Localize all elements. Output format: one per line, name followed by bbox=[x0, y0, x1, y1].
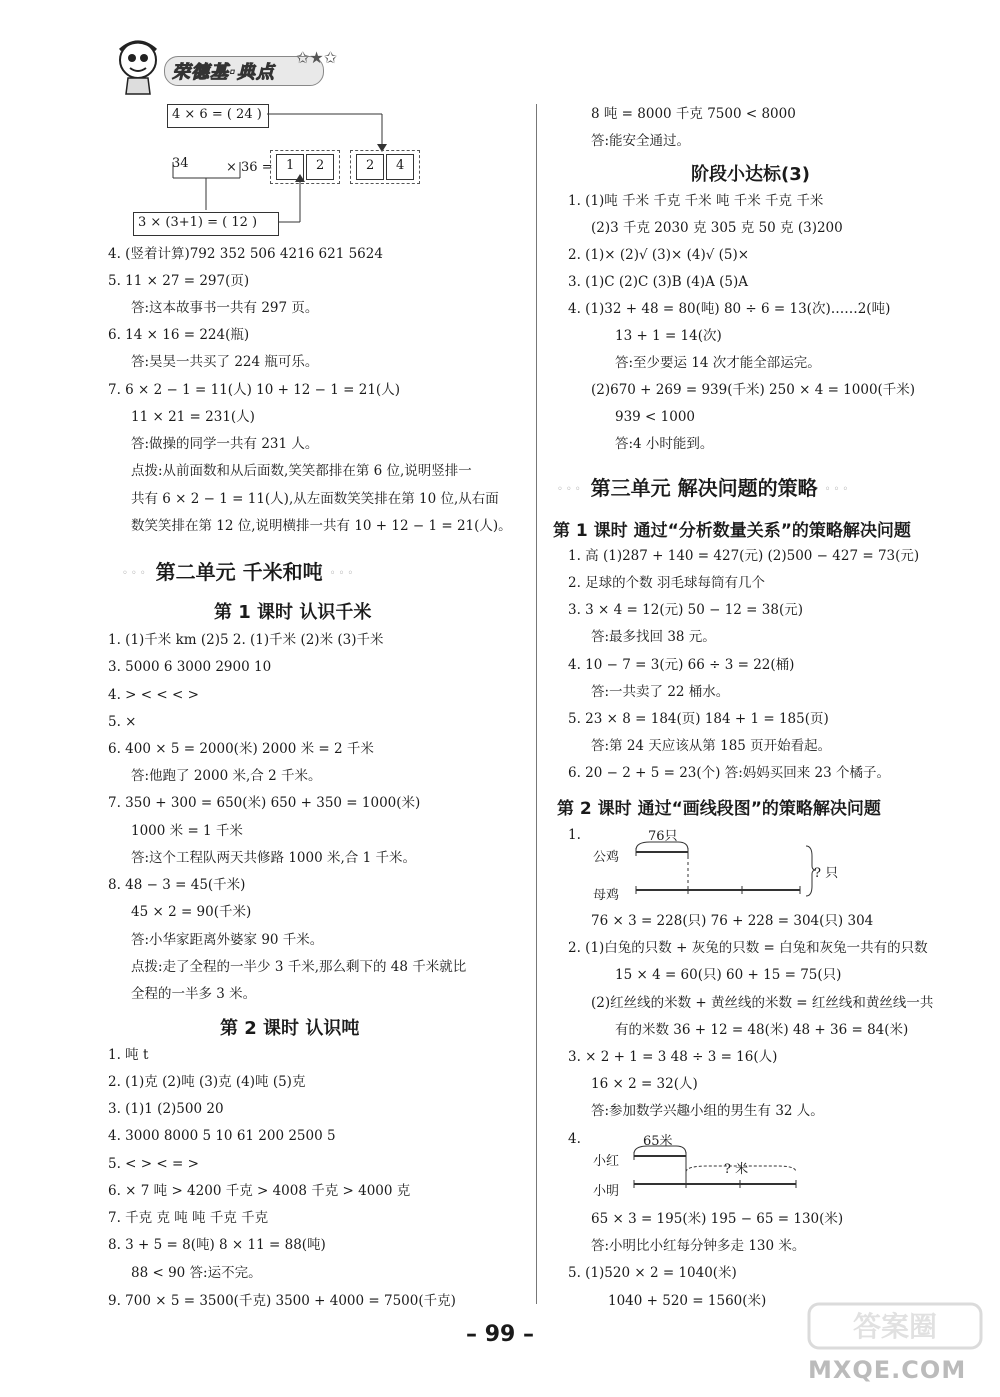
diagram-factor-b: × 36 = bbox=[226, 160, 273, 175]
answer-line: 4. 10 − 7 = 3(元) 66 ÷ 3 = 22(桶) bbox=[568, 657, 795, 673]
answer-line: (2)3 千克 2030 克 305 克 50 克 (3)200 bbox=[591, 220, 843, 236]
page-number: – 99 – bbox=[466, 1322, 534, 1347]
answer-line: (2)670 + 269 = 939(千米) 250 × 4 = 1000(千米) bbox=[591, 382, 916, 398]
answer-line: 8 吨 = 8000 千克 7500 < 8000 bbox=[591, 106, 796, 122]
tip-line: 全程的一半多 3 米。 bbox=[131, 986, 257, 1002]
unit-heading-text: 第二单元 千米和吨 bbox=[155, 560, 323, 584]
segment-row-label: 公鸡 bbox=[593, 850, 620, 865]
answer-line: 7. 350 + 300 = 650(米) 650 + 350 = 1000(米) bbox=[108, 795, 421, 811]
answer-line: 4. (竖着计算)792 352 506 4216 621 5624 bbox=[108, 246, 383, 262]
answer-line: 1. (1)千米 km (2)5 2. (1)千米 (2)米 (3)千米 bbox=[108, 632, 384, 648]
lesson-heading: 第 1 课时 认识千米 bbox=[214, 602, 372, 623]
diagram-digit: 2 bbox=[366, 158, 375, 173]
answer-line: 1. bbox=[568, 827, 581, 843]
answer-line: 答:能安全通过。 bbox=[591, 133, 691, 149]
answer-line: 2. (1)× (2)√ (3)× (4)√ (5)× bbox=[568, 247, 750, 263]
answer-line: 答:昊昊一共买了 224 瓶可乐。 bbox=[131, 354, 319, 370]
answer-line: 65 × 3 = 195(米) 195 − 65 = 130(米) bbox=[591, 1211, 844, 1227]
segment-top-label: 76只 bbox=[648, 829, 678, 844]
answer-line: 88 < 90 答:运不完。 bbox=[131, 1265, 262, 1281]
answer-line: 6. 400 × 5 = 2000(米) 2000 米 = 2 千米 bbox=[108, 741, 374, 757]
column-divider bbox=[536, 104, 537, 1304]
answer-line: 3. (1)1 (2)500 20 bbox=[108, 1101, 224, 1117]
answer-line: 939 < 1000 bbox=[615, 409, 696, 425]
section-heading: 阶段小达标(3) bbox=[691, 164, 810, 185]
answer-line: 13 + 1 = 14(次) bbox=[615, 328, 722, 344]
answer-line: 3. 5000 6 3000 2900 10 bbox=[108, 659, 272, 675]
dots-decoration: ◦◦◦ bbox=[122, 568, 149, 579]
answer-line: 答:做操的同学一共有 231 人。 bbox=[131, 436, 319, 452]
answer-line: 3. 3 × 4 = 12(元) 50 − 12 = 38(元) bbox=[568, 602, 803, 618]
answer-line: 2. (1)白兔的只数 + 灰兔的只数 = 白兔和灰兔一共有的只数 bbox=[568, 940, 928, 956]
segment-lines bbox=[630, 838, 820, 902]
answer-line: 答:他跑了 2000 米,合 2 千米。 bbox=[131, 768, 322, 784]
segment-row-label: 小红 bbox=[593, 1154, 620, 1169]
answer-line: 2. (1)克 (2)吨 (3)克 (4)吨 (5)克 bbox=[108, 1074, 306, 1090]
answer-line: 3. (1)C (2)C (3)B (4)A (5)A bbox=[568, 274, 749, 290]
answer-line: 45 × 2 = 90(千米) bbox=[131, 904, 252, 920]
diagram-factor-a: 34 bbox=[172, 156, 189, 171]
segment-top-label: 65米 bbox=[643, 1134, 673, 1149]
answer-line: 3. × 2 + 1 = 3 48 ÷ 3 = 16(人) bbox=[568, 1049, 778, 1065]
watermark-text: MXQE.COM bbox=[808, 1356, 967, 1384]
answer-line: 答:一共卖了 22 桶水。 bbox=[591, 684, 730, 700]
answer-line: 8. 48 − 3 = 45(千米) bbox=[108, 877, 246, 893]
answer-line: 1040 + 520 = 1560(米) bbox=[608, 1293, 767, 1309]
answer-line: 5. < > < = > bbox=[108, 1156, 199, 1172]
answer-line: 答:这个工程队两天共修路 1000 米,合 1 千米。 bbox=[131, 850, 416, 866]
answer-line: 4. bbox=[568, 1131, 581, 1147]
answer-line: 5. 11 × 27 = 297(页) bbox=[108, 273, 250, 289]
dots-decoration: ◦◦◦ bbox=[329, 568, 357, 579]
lesson-heading: 第 2 课时 通过“画线段图”的策略解决问题 bbox=[557, 799, 881, 819]
answer-line: 6. 14 × 16 = 224(瓶) bbox=[108, 327, 250, 343]
answer-line: 7. 千克 克 吨 吨 千克 千克 bbox=[108, 1210, 269, 1226]
answer-line: 1000 米 = 1 千米 bbox=[131, 823, 243, 839]
answer-line: 答:最多找回 38 元。 bbox=[591, 629, 716, 645]
answer-line: 1. 吨 t bbox=[108, 1047, 149, 1063]
lesson-heading: 第 1 课时 通过“分析数量关系”的策略解决问题 bbox=[553, 521, 911, 541]
answer-line: 1. (1)吨 千米 千克 千米 吨 千米 千克 千米 bbox=[568, 193, 824, 209]
answer-line: 4. (1)32 + 48 = 80(吨) 80 ÷ 6 = 13(次)……2(吨) bbox=[568, 301, 891, 317]
tip-line: 点拨:从前面数和从后面数,笑笑都排在第 6 位,说明竖排一 bbox=[131, 463, 472, 479]
answer-line: 5. (1)520 × 2 = 1040(米) bbox=[568, 1265, 737, 1281]
diagram-top-text: 4 × 6 = ( 24 ) bbox=[172, 107, 262, 122]
answer-line: 5. × bbox=[108, 714, 137, 730]
unit-heading bbox=[122, 556, 356, 585]
answer-line: 6. × 7 吨 > 4200 千克 > 4008 千克 > 4000 克 bbox=[108, 1183, 411, 1199]
watermark-logo bbox=[805, 1296, 985, 1356]
mascot-icon bbox=[106, 34, 170, 98]
answer-line: 6. 20 − 2 + 5 = 23(个) 答:妈妈买回来 23 个橘子。 bbox=[568, 765, 891, 781]
segment-mid-label: ? 米 bbox=[724, 1162, 749, 1177]
tip-line: 点拨:走了全程的一半少 3 千米,那么剩下的 48 千米就比 bbox=[131, 959, 467, 975]
answer-line: 9. 700 × 5 = 3500(千克) 3500 + 4000 = 7500(千克) bbox=[108, 1293, 456, 1309]
answer-line: 答:小明比小红每分钟多走 130 米。 bbox=[591, 1238, 806, 1254]
segment-row-label: 母鸡 bbox=[593, 888, 620, 903]
answer-line: 答:至少要运 14 次才能全部运完。 bbox=[615, 355, 821, 371]
answer-line: 答:小华家距离外婆家 90 千米。 bbox=[131, 932, 324, 948]
tip-line: 共有 6 × 2 − 1 = 11(人),从左面数笑笑排在第 10 位,从右面 bbox=[131, 491, 499, 507]
dots-decoration: ◦◦◦ bbox=[824, 484, 852, 495]
answer-line: 16 × 2 = 32(人) bbox=[591, 1076, 698, 1092]
answer-line: (2)红丝线的米数 + 黄丝线的米数 = 红丝线和黄丝线一共 bbox=[591, 995, 934, 1011]
answer-line: 7. 6 × 2 − 1 = 11(人) 10 + 12 − 1 = 21(人) bbox=[108, 382, 400, 398]
unit-heading bbox=[557, 472, 851, 501]
answer-line: 8. 3 + 5 = 8(吨) 8 × 11 = 88(吨) bbox=[108, 1237, 326, 1253]
svg-text:答案圈: 答案圈 bbox=[852, 1310, 938, 1343]
answer-line: 4. 3000 8000 5 10 61 200 2500 5 bbox=[108, 1128, 336, 1144]
unit-heading-text: 第三单元 解决问题的策略 bbox=[590, 476, 818, 500]
answer-line: 11 × 21 = 231(人) bbox=[131, 409, 255, 425]
diagram-bottom-text: 3 × (3+1) = ( 12 ) bbox=[138, 215, 258, 230]
answer-line: 5. 23 × 8 = 184(页) 184 + 1 = 185(页) bbox=[568, 711, 829, 727]
diagram-digit: 4 bbox=[396, 158, 405, 173]
segment-row-label: 小明 bbox=[593, 1184, 620, 1199]
answer-line: 答:这本故事书一共有 297 页。 bbox=[131, 300, 319, 316]
logo-text: 荣德基·典点 bbox=[172, 62, 275, 83]
stars-icon: ✩★✩ bbox=[296, 48, 338, 67]
diagram-digit: 1 bbox=[286, 158, 295, 173]
answer-line: 1. 高 (1)287 + 140 = 427(元) (2)500 − 427 = 73(元) bbox=[568, 548, 920, 564]
dots-decoration: ◦◦◦ bbox=[557, 484, 584, 495]
answer-line: 2. 足球的个数 羽毛球每筒有几个 bbox=[568, 575, 765, 591]
segment-lines bbox=[628, 1142, 808, 1192]
answer-line: 4. > < < < > bbox=[108, 687, 199, 703]
tip-line: 数笑笑排在第 12 位,说明横排一共有 10 + 12 − 1 = 21(人)。 bbox=[131, 518, 512, 534]
answer-line: 答:参加数学兴趣小组的男生有 32 人。 bbox=[591, 1103, 824, 1119]
answer-line: 答:第 24 天应该从第 185 页开始看起。 bbox=[591, 738, 832, 754]
answer-line: 15 × 4 = 60(只) 60 + 15 = 75(只) bbox=[615, 967, 842, 983]
diagram-digit: 2 bbox=[316, 158, 325, 173]
answer-line: 答:4 小时能到。 bbox=[615, 436, 714, 452]
segment-brace-label: ? 只 bbox=[814, 866, 839, 881]
answer-line: 有的米数 36 + 12 = 48(米) 48 + 36 = 84(米) bbox=[615, 1022, 909, 1038]
answer-line: 76 × 3 = 228(只) 76 + 228 = 304(只) 304 bbox=[591, 913, 874, 929]
lesson-heading: 第 2 课时 认识吨 bbox=[220, 1018, 360, 1039]
